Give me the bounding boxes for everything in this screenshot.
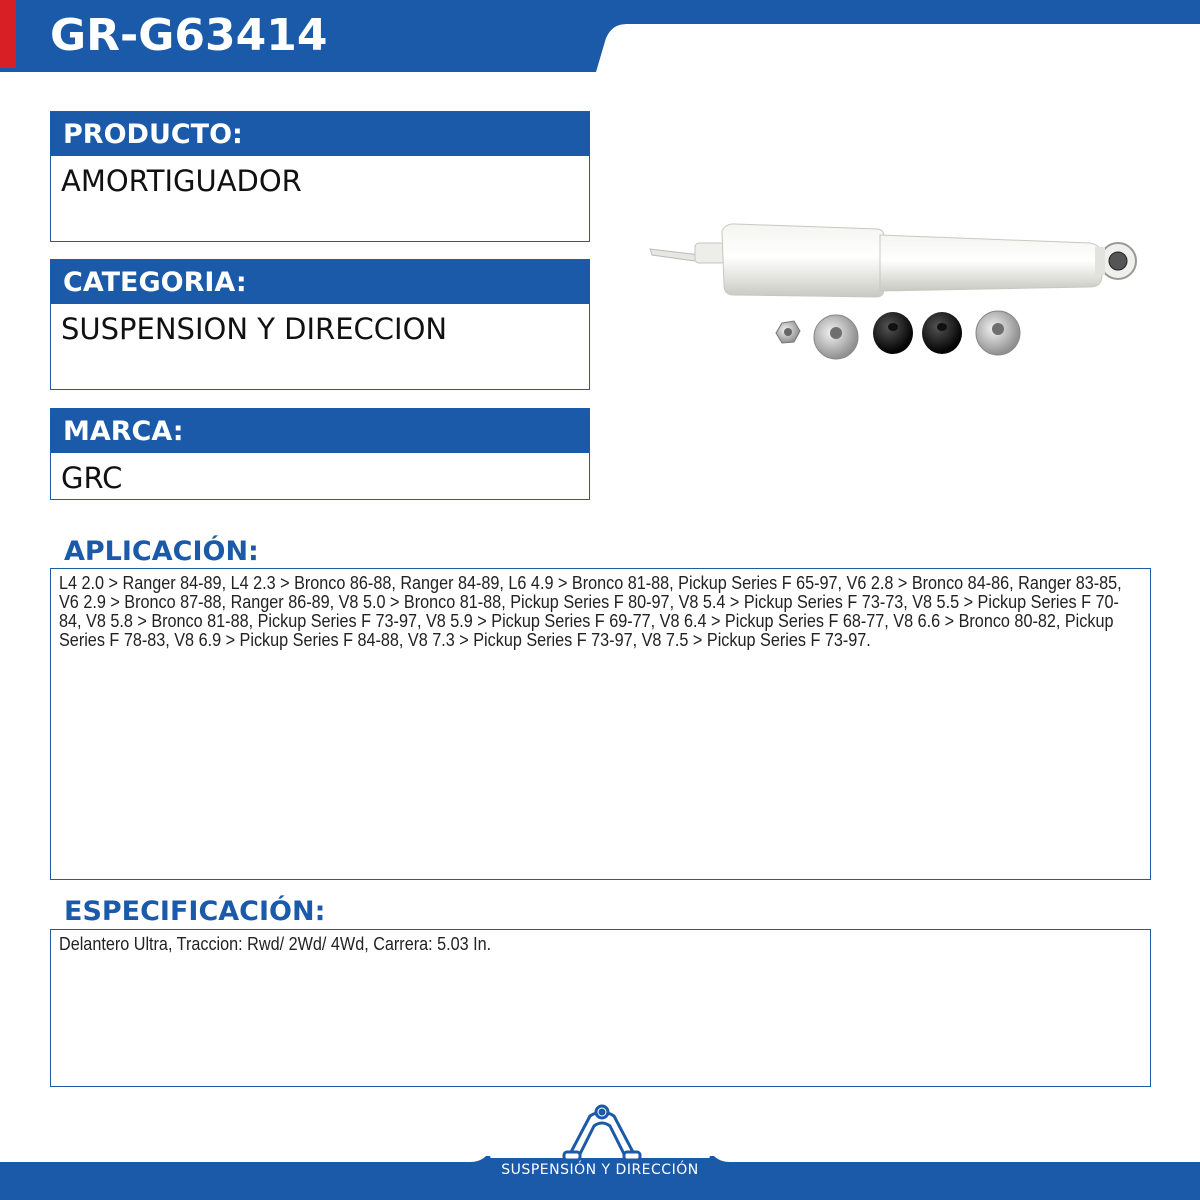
aplicacion-text: L4 2.0 > Ranger 84-89, L4 2.3 > Bronco 86-88, Ranger 84-89, L6 4.9 > Bronco 81-88, Pickup Series F 65-97, V6 2.8 > Bronco 84-86, Ranger 83-85, V6 2.9 > Bronco 87-88, Ranger 86-89, V8 5.0 > Bronco 81-88, Pickup Series F 80-97, V8 5.4 > Pickup Series F 73-73, V8 5.5 > Pickup Series F 70-84, V8 5.8 > Bronco 81-88, Pickup Series F 73-97, V8 5.9 > Pickup Series F 69-77, V8 6.4 > Pickup Series F 68-77, V8 6.6 > Bronco 80-82, Pickup Series F 78-83, V8 6.9 > Pickup Series F 84-88, V8 7.3 > Pickup Series F 73-97, V8 7.5 > Pickup Series F 73-97. [59, 573, 1122, 650]
marca-label: MARCA: [51, 409, 589, 453]
marca-box [50, 408, 590, 500]
footer-bar [0, 1100, 1200, 1200]
product-image [640, 215, 1140, 380]
control-arm-icon [562, 1100, 642, 1164]
header-bar [0, 0, 1200, 72]
especificacion-title: ESPECIFICACIÓN: [64, 896, 326, 927]
categoria-value: SUSPENSION Y DIRECCION [61, 312, 448, 346]
marca-value: GRC [61, 461, 123, 495]
categoria-label: CATEGORIA: [51, 260, 589, 304]
producto-label: PRODUCTO: [51, 112, 589, 156]
especificacion-text: Delantero Ultra, Traccion: Rwd/ 2Wd/ 4Wd, Carrera: 5.03 In. [59, 934, 492, 954]
product-sku: GR-G63414 [50, 10, 328, 61]
aplicacion-title: APLICACIÓN: [64, 536, 259, 567]
aplicacion-box [50, 568, 1151, 880]
producto-box [50, 111, 590, 242]
shock-absorber-icon [640, 215, 1140, 375]
especificacion-box [50, 929, 1151, 1087]
producto-value: AMORTIGUADOR [61, 164, 302, 198]
categoria-box [50, 259, 590, 390]
footer-category-label: SUSPENSIÓN Y DIRECCIÓN [501, 1162, 699, 1178]
